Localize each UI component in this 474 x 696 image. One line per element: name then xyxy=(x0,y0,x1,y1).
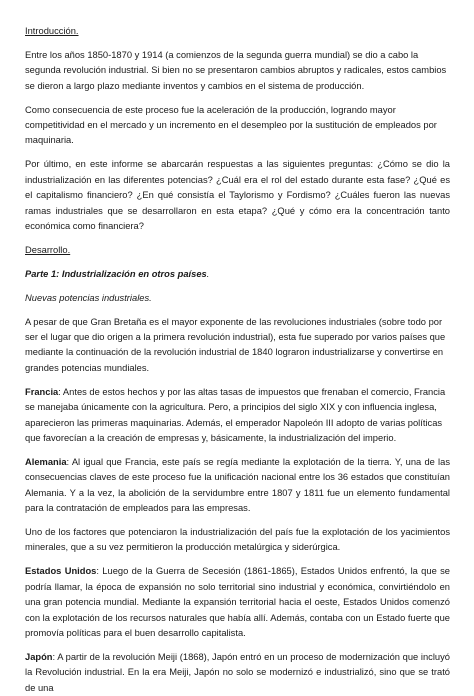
label-estados-unidos: Estados Unidos xyxy=(25,566,97,577)
paragraph-intro-2: Como consecuencia de este proceso fue la aceleración de la producción, logrando mayor competitividad en el mercado y un incremento en el desempleo por la sustitución de empleados por maquinaria. xyxy=(25,104,437,146)
heading-nuevas-potencias: Nuevas potencias industriales. xyxy=(25,292,152,303)
label-japon: Japón xyxy=(25,651,53,662)
text-alemania: : Al igual que Francia, este país se regía mediante la explotación de la tierra. Y, una de las consecuencias claves de este proceso fue la unificación nacional entre los 36 estados que constituían Alemania. Y a la vez, la abolición de la servidumbre entre 1807 y 1811 fue un elemento fundamental para la contratación de empleados para las empresas. xyxy=(25,456,450,514)
text-francia: : Antes de estos hechos y por las altas tasas de impuestos que frenaban el comercio, Francia se manejaba únicamente con la agricultura. Pero, a principios del siglo XIX y con influencia inglesa, aparecieron las primeras maquinarias. Además, el emperador Napoleón III adopto de varias políticas que favorecían a la creación de empresas y, básicamente, la industrialización del imperio. xyxy=(25,386,446,443)
text-estados-unidos: : Luego de la Guerra de Secesión (1861-1865), Estados Unidos enfrentó, la que se podría llamar, la época de expansión no solo territorial sino industrial y económica, convirtiéndolo en una gran potencia mundial. Mediante la expansión territorial hacia el oeste, Estados Unidos comenzó con la explotación de los recursos naturales que había allí. Además, contaba con un Estado fuerte que promovía políticas para el buen desarrollo capitalista. xyxy=(25,566,450,638)
paragraph-japon xyxy=(25,650,450,696)
heading-parte-1-period: . xyxy=(206,268,210,279)
heading-parte-1-text: Parte 1: Industrialización en otros países xyxy=(25,268,207,279)
heading-desarrollo: Desarrollo. xyxy=(25,244,71,255)
paragraph-intro-3: Por último, en este informe se abarcarán respuestas a las siguientes preguntas: ¿Cómo se dio la industrialización en las diferentes potencias? ¿Cuál era el rol del estado durante esta fase? ¿Qué es el capitalismo financiero? ¿En qué consistía el Taylorismo y Fordismo? ¿Cuáles fueron las nuevas ramas industriales que se desarrollaron en esta etapa? ¿Qué y cómo era la concentración tanto económica como financiera? xyxy=(25,159,450,231)
text-japon: : A partir de la revolución Meiji (1868), Japón entró en un proceso de modernización que incluyó la Revolución industrial. En la era Meiji, Japón no solo se modernizó e industrializó, sino que se trató de una xyxy=(25,651,450,693)
heading-introduccion: Introducción. xyxy=(25,26,79,36)
paragraph-factores: Uno de los factores que potenciaron la industrialización del país fue la explotación de los yacimientos minerales, que a su vez permitieron la producción metalúrgica y siderúrgica. xyxy=(25,526,450,553)
paragraph-intro-1: Entre los años 1850-1870 y 1914 (a comienzos de la segunda guerra mundial) se dio a cabo la segunda revolución industrial. Si bien no se presentaron cambios abruptos y radicales, estos cambios se dieron a largo plazo mediante inventos y cambios en el sistema de producción. xyxy=(25,49,447,91)
paragraph-alemania xyxy=(25,455,450,517)
paragraph-estados-unidos xyxy=(25,564,450,641)
heading-parte-1 xyxy=(25,267,450,282)
paragraph-gran-bretana: A pesar de que Gran Bretaña es el mayor exponente de las revoluciones industriales (sobre todo por ser el lugar que dio origen a la primera revolución industrial), esta fue superado por varios países que mediante la continuación de la revolución industrial de 1840 lograron industrializarse y convertirse en grandes potencias mundiales. xyxy=(25,316,446,373)
label-francia: Francia xyxy=(25,386,59,397)
paragraph-francia xyxy=(25,385,450,447)
label-alemania: Alemania xyxy=(25,456,67,467)
